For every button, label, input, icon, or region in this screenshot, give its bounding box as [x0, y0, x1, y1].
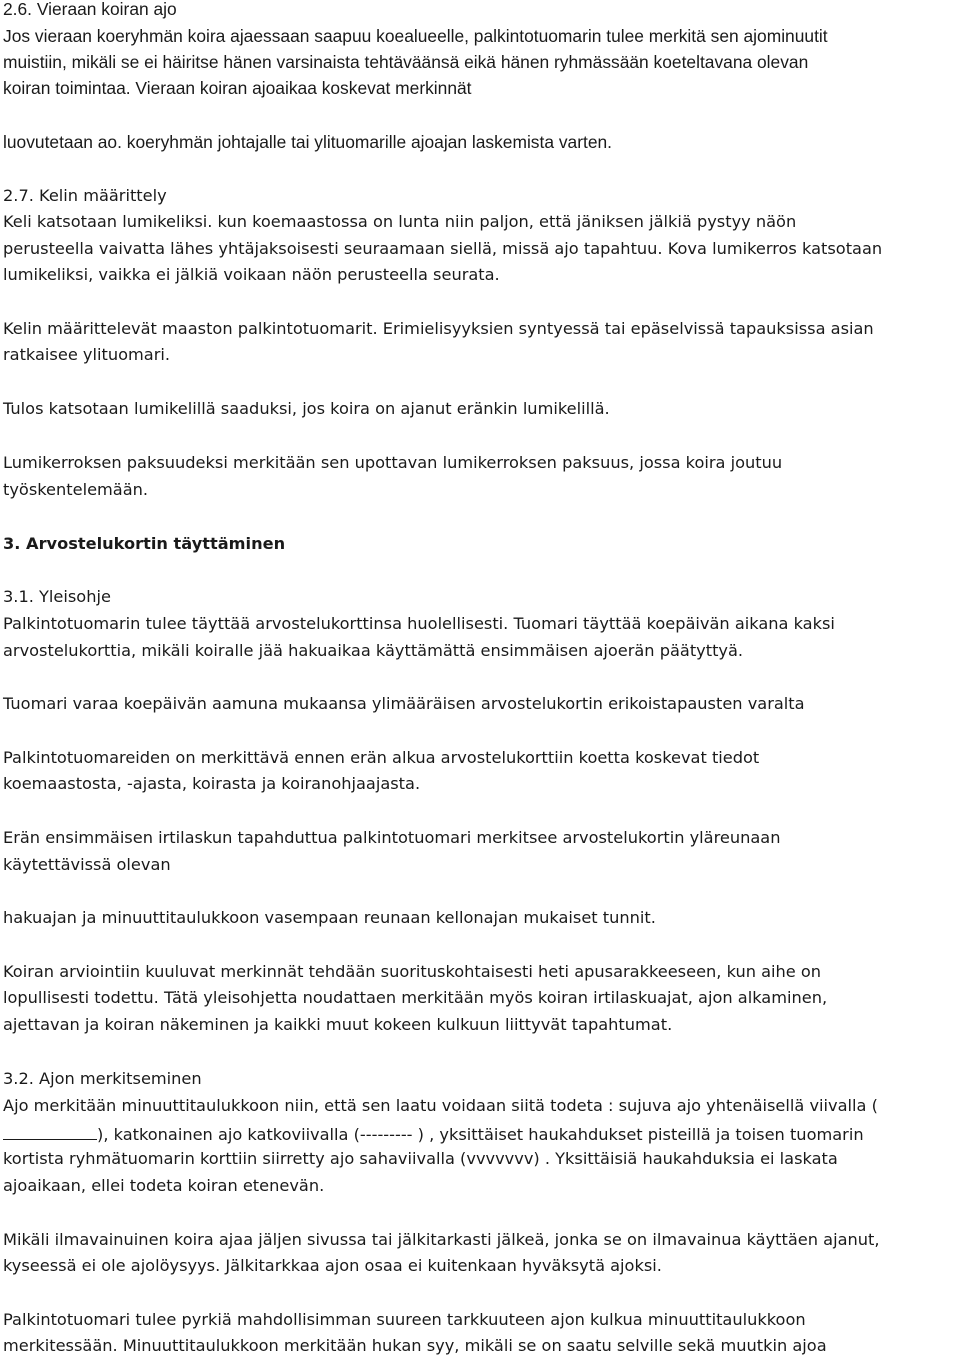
- text-line: Mikäli ilmavainuinen koira ajaa jäljen sivussa tai jälkitarkasti jälkeä, jonka se on ilmavainua käyttäen ajanut,: [3, 1230, 880, 1249]
- text-line: Jos vieraan koeryhmän koira ajaessaan saapuu koealueelle, palkintotuomarin tulee merkitä sen ajominuutit: [3, 26, 828, 46]
- text-line: luovutetaan ao. koeryhmän johtajalle tai ylituomarille ajoajan laskemista varten.: [3, 132, 613, 152]
- text-line: muistiin, mikäli se ei häiritse hänen varsinaista tehtäväänsä eikä hänen ryhmässään koeteltavana olevan: [3, 52, 809, 72]
- text-line: arvostelukorttia, mikäli koiralle jää hakuaikaa käyttämättä ensimmäisen ajoerän päätyttyä.: [3, 641, 744, 660]
- text-line: Kelin määrittelevät maaston palkintotuomarit. Erimielisyyksien syntyessä tai epäselvissä tapauksissa asian: [3, 319, 874, 338]
- text-line: Palkintotuomarin tulee täyttää arvostelukorttinsa huolellisesti. Tuomari täyttää koepäivän aikana kaksi: [3, 614, 835, 633]
- section-heading-3-2: 3.2. Ajon merkitseminen: [3, 1069, 202, 1088]
- fill-in-blank-line: [3, 1125, 97, 1140]
- section-heading-3-1: 3.1. Yleisohje: [3, 587, 111, 606]
- section-heading-2-6: 2.6. Vieraan koiran ajo: [3, 0, 177, 19]
- text-line: Keli katsotaan lumikeliksi. kun koemaastossa on lunta niin paljon, että jäniksen jälkiä pystyy näön: [3, 212, 797, 231]
- text-line: ratkaisee ylituomari.: [3, 345, 170, 364]
- text-line: työskentelemään.: [3, 480, 149, 499]
- text-line: koiran toimintaa. Vieraan koiran ajoaikaa koskevat merkinnät: [3, 78, 472, 98]
- text-line: lumikeliksi, vaikka ei jälkiä voikaan näön perusteella seurata.: [3, 265, 500, 284]
- text-line: lopullisesti todettu. Tätä yleisohjetta noudattaen merkitään myös koiran irtilaskuajat, ajon alkaminen,: [3, 988, 828, 1007]
- text-line: merkitessään. Minuuttitaulukkoon merkitään hukan syy, mikäli se on saatu selville sekä muutkin ajoa: [3, 1336, 827, 1355]
- text-line: Palkintotuomari tulee pyrkiä mahdollisimman suureen tarkkuuteen ajon kulkua minuuttitaulukkoon: [3, 1310, 806, 1329]
- text-line: ajettavan ja koiran näkeminen ja kaikki muut kokeen kulkuun liittyvät tapahtumat.: [3, 1015, 673, 1034]
- text-line: ajoaikaan, ellei todeta koiran etenevän.: [3, 1176, 325, 1195]
- text-line: käytettävissä olevan: [3, 855, 171, 874]
- text-line: Erän ensimmäisen irtilaskun tapahduttua palkintotuomari merkitsee arvostelukortin yläreunaan: [3, 828, 781, 847]
- text-line: kortista ryhmätuomarin korttiin siirretty ajo sahaviivalla (vvvvvvv) . Yksittäisiä haukahduksia ei laskata: [3, 1149, 838, 1168]
- text-line: hakuajan ja minuuttitaulukkoon vasempaan reunaan kellonajan mukaiset tunnit.: [3, 908, 656, 927]
- text-line: kyseessä ei ole ajolöysyys. Jälkitarkkaa ajon osaa ei kuitenkaan hyväksytä ajoksi.: [3, 1256, 662, 1275]
- text-line: Lumikerroksen paksuudeksi merkitään sen upottavan lumikerroksen paksuus, jossa koira joutuu: [3, 453, 783, 472]
- text-line: perusteella vaivatta lähes yhtäjaksoisesti seuraamaan siellä, missä ajo tapahtuu. Kova lumikerros katsotaan: [3, 239, 883, 258]
- section-heading-2-7: 2.7. Kelin määrittely: [3, 186, 167, 205]
- text-line: Tuomari varaa koepäivän aamuna mukaansa ylimääräisen arvostelukortin erikoistapausten varalta: [3, 694, 805, 713]
- text-line: Palkintotuomareiden on merkittävä ennen erän alkua arvostelukorttiin koetta koskevat tiedot: [3, 748, 760, 767]
- text-line: Koiran arviointiin kuuluvat merkinnät tehdään suorituskohtaisesti heti apusarakkeeseen, kun aihe on: [3, 962, 822, 981]
- text-line: [3, 1125, 864, 1143]
- section-heading-3: 3. Arvostelukortin täyttäminen: [3, 534, 286, 553]
- text-line: Tulos katsotaan lumikelillä saaduksi, jos koira on ajanut eränkin lumikelillä.: [3, 399, 610, 418]
- text-fragment: ), katkonainen ajo katkoviivalla (--------- ) , yksittäiset haukahdukset pisteillä ja toisen tuomarin: [97, 1125, 864, 1144]
- text-line: Ajo merkitään minuuttitaulukkoon niin, että sen laatu voidaan siitä todeta : sujuva ajo yhtenäisellä viivalla (: [3, 1096, 878, 1115]
- text-line: koemaastosta, -ajasta, koirasta ja koiranohjaajasta.: [3, 774, 421, 793]
